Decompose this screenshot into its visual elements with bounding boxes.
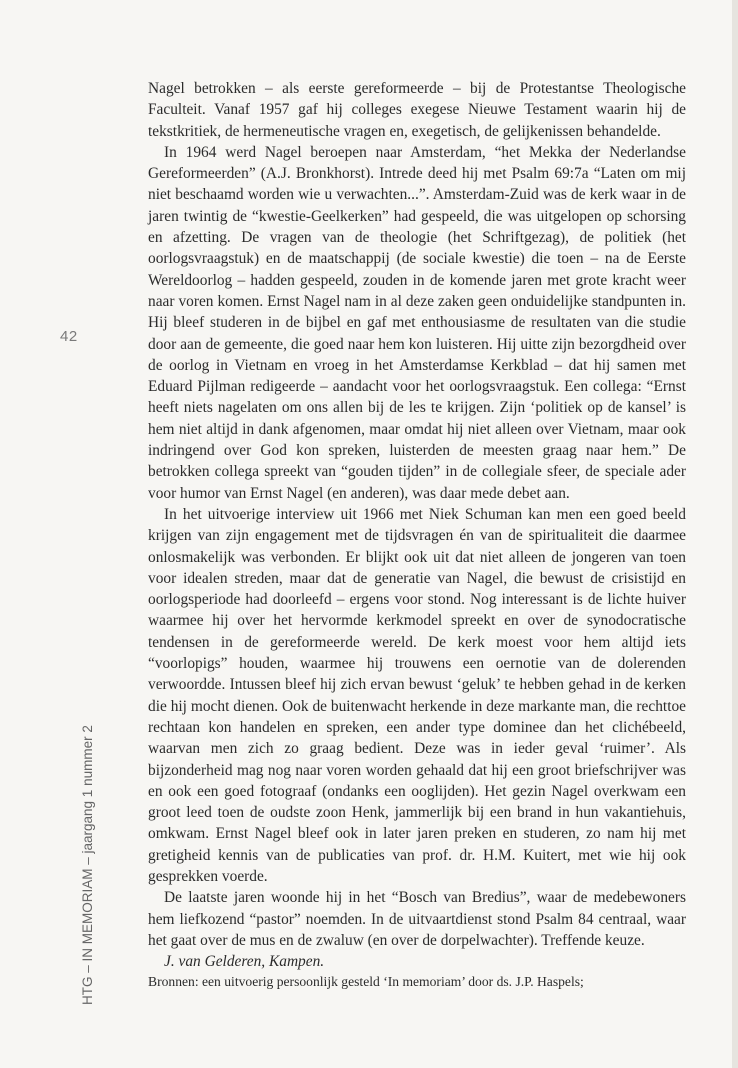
paragraph-2: In 1964 werd Nagel beroepen naar Amsterdam, “het Mekka der Nederlandse Gereformeerden” (A.J. Bronkhorst). Intrede deed hij met Psalm 69:7a “Laten om mij niet beschaamd worden wie u verwachten...”. Amsterdam-Zuid was de kerk waar in de jaren twintig de “kwestie-Geelkerken” had gespeeld, die was uitgelopen op schorsing en afzetting. De vragen van de theologie (het Schriftgezag), de politiek (het oorlogsvraagstuk) en de maatschappij (de sociale kwestie) die toen – na de Eerste Wereldoorlog – hadden gespeeld, zouden in de komende jaren met grote kracht weer naar voren komen. Ernst Nagel nam in al deze zaken geen onduidelijke standpunten in. Hij bleef studeren in de bijbel en gaf met enthousiasme de resultaten van die studie door aan de gemeente, die goed naar hem kon luisteren. Hij uitte zijn bezorgdheid over de oorlog in Vietnam en vroeg in het Amsterdamse Kerkblad – dat hij samen met Eduard Pijlman redigeerde – aandacht voor het oorlogsvraagstuk. Een collega: “Ernst heeft niets nagelaten om ons allen bij de les te krijgen. Zijn ‘politiek op de kansel’ is hem niet altijd in dank afgenomen, maar omdat hij niet alleen over Vietnam, maar ook indringend over God kon spreken, luisterden de meesten graag naar hem.” De betrokken collega spreekt van “gouden tijden” in de collegiale sfeer, de speciale ader voor humor van Ernst Nagel (en anderen), was daar mede debet aan. xyxy=(148,143,686,502)
page-edge xyxy=(732,0,738,1068)
article-body xyxy=(148,78,686,992)
author-signature: J. van Gelderen, Kampen. xyxy=(164,953,325,971)
paragraph-1: Nagel betrokken – als eerste gereformeerde – bij de Protestantse Theologische Faculteit. Vanaf 1957 gaf hij colleges exegese Nieuwe Testament waarin hij de tekstkritiek, de hermeneutische vragen en, exegetisch, de gelijkenissen behandelde. xyxy=(148,80,686,140)
paragraph-4: De laatste jaren woonde hij in het “Bosch van Bredius”, waar de medebewoners hem liefkozend “pastor” noemden. In de uitvaartdienst stond Psalm 84 centraal, waar het gaat over de mus en de zwaluw (en over de dorpelwachter). Treffende keuze. xyxy=(148,889,686,949)
sources-note: Bronnen: een uitvoerig persoonlijk gesteld ‘In memoriam’ door ds. J.P. Haspels; xyxy=(148,974,584,990)
page-number: 42 xyxy=(60,328,78,345)
paragraph-3: In het uitvoerige interview uit 1966 met Niek Schuman kan men een goed beeld krijgen van zijn engagement met de tijdsvragen én van de spiritualiteit die daarmee onlosmakelijk was verbonden. Er blijkt ook uit dat niet alleen de jongeren van toen voor idealen streden, maar dat de generatie van Nagel, die bewust de crisistijd en oorlogsperiode had doorleefd – ergens voor stond. Nog interessant is de lichte huiver waarmee hij over het hervormde kerkmodel spreekt en over de synodocratische tendensen in de gereformeerde wereld. De kerk moest voor hem altijd iets “voorlopigs” houden, waarmee hij trouwens een oernotie van de dolerenden verwoordde. Intussen bleef hij zich ervan bewust ‘geluk’ te hebben gehad in de kerken die hij mocht dienen. Ook de buitenwacht herkende in deze markante man, die rechttoe rechtaan kon handelen en spreken, een ander type dominee dan het clichébeeld, waarvan men zich zo graag bedient. Deze was in ieder geval ‘ruimer’. Als bijzonderheid mag nog naar voren worden gehaald dat hij een groot briefschrijver was en ook een goed fotograaf (ondanks een ooglijden). Het gezin Nagel overkwam een groot leed toen de oudste zoon Henk, jammerlijk bij een brand in hun vakantiehuis, omkwam. Ernst Nagel bleef ook in later jaren preken en studeren, zo nam hij met gretigheid kennis van de publicaties van prof. dr. H.M. Kuitert, met wie hij ook gesprekken voerde. xyxy=(148,505,686,885)
running-head: HTG – IN MEMORIAM – jaargang 1 nummer 2 xyxy=(80,725,95,1005)
